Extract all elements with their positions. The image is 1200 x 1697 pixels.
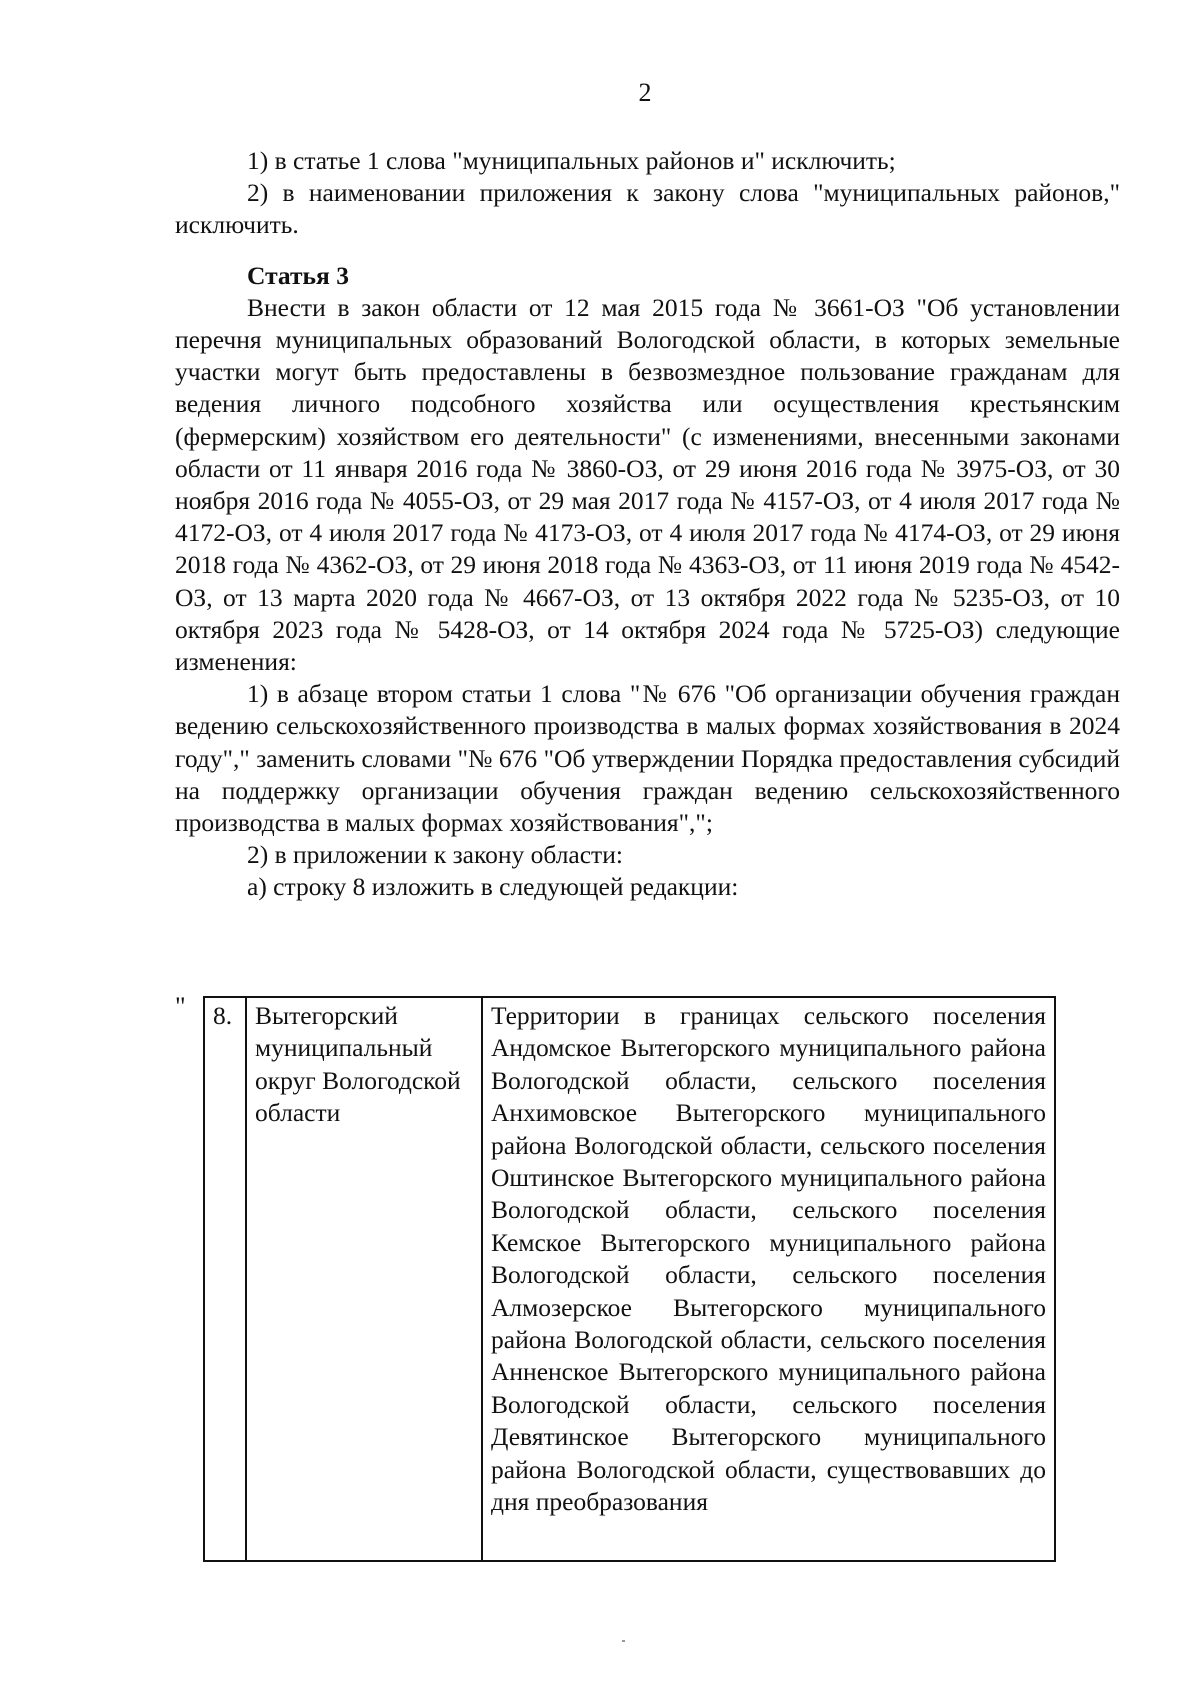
paragraph-item2: 2) в приложении к закону области:: [247, 840, 623, 870]
table-cell-name: Вытегорский муниципальный округ Вологодской области: [246, 997, 482, 1561]
paragraph-article2-item1: 1) в статье 1 слова "муниципальных районов и" исключить;: [247, 146, 896, 175]
article-heading: Статья 3: [247, 260, 349, 290]
scan-artifact: [622, 1640, 625, 1642]
table-cell-territory: Территории в границах сельского поселения Андомское Вытегорского муниципального района Вологодской области, сельского поселения Анхимовское Вытегорского муниципального района Вологодской области, сельского поселения Оштинское Вытегорского муниципального района Вологодской области, сельского поселения Кемское Вытегорского муниципального района Вологодской области, сельского поселения Алмозерское Вытегорского муниципального района Вологодской области, сельского поселения Анненское Вытегорского муниципального района Вологодской области, сельского поселения Девятинское Вытегорского муниципального района Вологодской области, существовавших до дня преобразования: [482, 997, 1055, 1561]
paragraph-article3-intro: Внести в закон области от 12 мая 2015 года № 3661-ОЗ "Об установлении перечня муниципальных образований Вологодской области, в которых земельные участки могут быть предоставлены в безвозмездное пользование гражданам для ведения личного подсобного хозяйства или осуществления крестьянским (фермерским) хозяйством его деятельности" (с изменениями, внесенными законами области от 11 января 2016 года № 3860-ОЗ, от 29 июня 2016 года № 3975-ОЗ, от 30 ноября 2016 года № 4055-ОЗ, от 29 мая 2017 года № 4157-ОЗ, от 4 июля 2017 года № 4172-ОЗ, от 4 июля 2017 года № 4173-ОЗ, от 4 июля 2017 года № 4174-ОЗ, от 29 июня 2018 года № 4362-ОЗ, от 29 июня 2018 года № 4363-ОЗ, от 11 июня 2019 года № 4542-ОЗ, от 13 марта 2020 года № 4667-ОЗ, от 13 октября 2022 года № 5235-ОЗ, от 10 октября 2023 года № 5428-ОЗ, от 14 октября 2024 года № 5725-ОЗ) следующие изменения:: [175, 292, 1120, 677]
paragraph-item2a: а) строку 8 изложить в следующей редакции:: [247, 872, 739, 902]
paragraph-article2-item2: 2) в наименовании приложения к закону слова "муниципальных районов," исключить.: [175, 178, 1120, 240]
amendment-table: [203, 996, 1056, 1562]
table-row: [204, 997, 1055, 1561]
page-number: 2: [638, 78, 652, 107]
table-cell-number: 8.: [204, 997, 246, 1561]
open-quote-mark: ": [175, 992, 186, 1021]
document-body: [175, 145, 1120, 904]
paragraph-item1: 1) в абзаце втором статьи 1 слова "№ 676 "Об организации обучения граждан ведению сельскохозяйственного производства в малых формах хозяйствования в 2024 году"," заменить словами "№ 676 "Об утверждении Порядка предоставления субсидий на поддержку организации обучения граждан ведению сельскохозяйственного производства в малых формах хозяйствования",";: [175, 679, 1120, 838]
